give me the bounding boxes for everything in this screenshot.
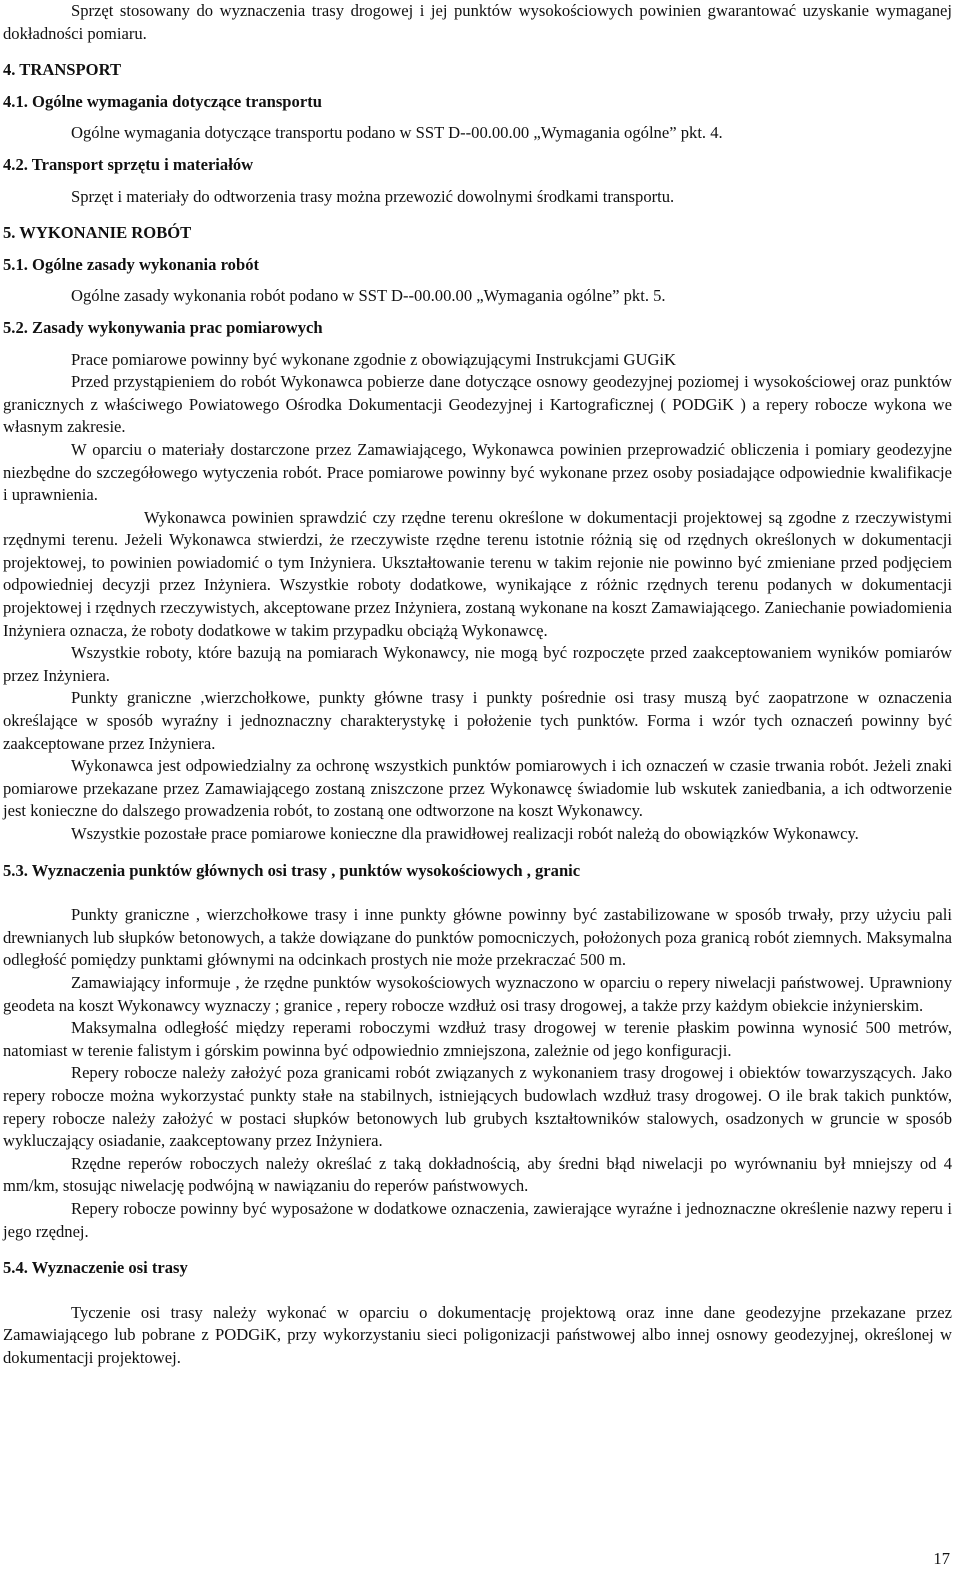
document-body xyxy=(3,0,952,1369)
section-4-1-text: Ogólne wymagania dotyczące transportu podano w SST D--00.00.00 „Wymagania ogólne” pkt. 4. xyxy=(71,123,723,143)
section-5-4-heading: 5.4. Wyznaczenie osi trasy xyxy=(3,1258,188,1278)
section-5-2-paragraph: Przed przystąpieniem do robót Wykonawca pobierze dane dotyczące osnowy geodezyjnej poziomej i wysokościowej oraz punktów granicznych z właściwego Powiatowego Ośrodka Dokumentacji Geodezyjnej i Kartograficznej ( PODGiK ) a repery robocze wykona we własnym zakresie. xyxy=(3,372,952,437)
section-5-2-paragraph: Wykonawca jest odpowiedzialny za ochronę wszystkich punktów pomiarowych i ich oznaczeń w czasie trwania robót. Jeżeli znaki pomiarowe przekazane przez Zamawiającego zostaną zniszczone przez Wykonawcę świadomie lub wskutek zaniedbania, a ich odtworzenie jest konieczne do dalszego prowadzenia robót, to zostaną one odtworzone na koszt Wykonawcy. xyxy=(3,756,952,821)
section-5-2-paragraph: Wykonawca powinien sprawdzić czy rzędne terenu określone w dokumentacji projektowej są zgodne z rzeczywistymi rzędnymi terenu. Jeżeli Wykonawca stwierdzi, że rzeczywiste rzędne terenu istotnie różnią się od rzędnych określonych w dokumentacji projektowej, to powinien powiadomić o tym Inżyniera. Ukształtowanie terenu w takim rejonie nie powinno być zmieniane przed podjęciem odpowiedniej decyzji przez Inżyniera. Wszystkie roboty dodatkowe, wynikające z różnic rzędnych terenu podanych w dokumentacji projektowej i rzędnych rzeczywistych, akceptowane przez Inżyniera, zostaną wykonane na koszt Zamawiającego. Zaniechanie powiadomienia Inżyniera oznacza, że roboty dodatkowe w takim przypadku obciążą Wykonawcę. xyxy=(3,507,952,640)
section-5-2-paragraph: Wszystkie pozostałe prace pomiarowe konieczne dla prawidłowej realizacji robót należą do obowiązków Wykonawcy. xyxy=(71,824,859,843)
section-4-1-heading: 4.1. Ogólne wymagania dotyczące transportu xyxy=(3,91,322,111)
section-4-heading: 4. TRANSPORT xyxy=(3,60,122,80)
section-5-2-paragraph: Prace pomiarowe powinny być wykonane zgodnie z obowiązującymi Instrukcjami GUGiK xyxy=(71,349,677,369)
section-5-3-paragraph: Zamawiający informuje , że rzędne punktów wysokościowych wyznaczono w oparciu o repery niwelacji państwowej. Uprawniony geodeta na koszt Wykonawcy wyznaczy ; granice , repery robocze wzdłuż osi trasy drogowej, a także przy każdym obiekcie inżynierskim. xyxy=(3,972,952,1015)
section-5-2-paragraph: Punkty graniczne ,wierzchołkowe, punkty główne trasy i punkty pośrednie osi trasy muszą być zaopatrzone w oznaczenia określające w sposób wyraźny i jednoznaczny charakterystykę i położenie tych punktów. Forma i wzór tych oznaczeń powinny być zaakceptowane przez Inżyniera. xyxy=(3,688,952,753)
section-5-2-paragraph: W oparciu o materiały dostarczone przez Zamawiającego, Wykonawca powinien przeprowadzić obliczenia i pomiary geodezyjne niezbędne do szczegółowego wytyczenia robót. Prace pomiarowe powinny być wykonane przez osoby posiadające odpowiednie kwalifikacje i uprawnienia. xyxy=(3,439,952,505)
section-5-heading: 5. WYKONANIE ROBÓT xyxy=(3,223,192,243)
section-5-2-paragraph: Wszystkie roboty, które bazują na pomiarach Wykonawcy, nie mogą być rozpoczęte przed zaakceptowaniem wyników pomiarów przez Inżyniera. xyxy=(3,643,952,685)
section-5-3-heading: 5.3. Wyznaczenia punktów głównych osi trasy , punktów wysokościowych , granic xyxy=(3,860,581,880)
section-5-2-heading: 5.2. Zasady wykonywania prac pomiarowych xyxy=(3,317,323,337)
section-5-3-paragraph: Repery robocze należy założyć poza granicami robót związanych z wykonaniem trasy drogowej i obiektów towarzyszących. Jako repery robocze można wykorzystać punkty stałe na stabilnych, istniejących budowlach wzdłuż trasy drogowej. O ile brak takich punktów, repery robocze należy założyć w postaci słupków betonowych lub grubych kształtowników stalowych, osadzonych w gruncie w sposób wykluczający osiadanie, zaakceptowany przez Inżyniera. xyxy=(3,1063,952,1151)
section-4-2-text: Sprzęt i materiały do odtworzenia trasy można przewozić dowolnymi środkami transportu. xyxy=(71,186,675,206)
section-5-3-paragraph: Repery robocze powinny być wyposażone w dodatkowe oznaczenia, zawierające wyraźne i jednoznaczne określenie nazwy reperu i jego rzędnej. xyxy=(3,1198,952,1241)
section-5-3-paragraph: Maksymalna odległość między reperami roboczymi wzdłuż trasy drogowej w terenie płaskim powinna wynosić 500 metrów, natomiast w terenie falistym i górskim powinna być odpowiednio zmniejszona, zależnie od jego konfiguracji. xyxy=(3,1018,952,1060)
page-number: 17 xyxy=(933,1549,950,1568)
section-5-1-text: Ogólne zasady wykonania robót podano w SST D--00.00.00 „Wymagania ogólne” pkt. 5. xyxy=(71,286,666,306)
section-5-1-heading: 5.1. Ogólne zasady wykonania robót xyxy=(3,254,260,274)
section-5-3-paragraph: Punkty graniczne , wierzchołkowe trasy i inne punkty główne powinny być zastabilizowane w sposób trwały, przy użyciu pali drewnianych lub słupków betonowych, a także dowiązane do punktów pomocniczych, położonych poza granicą robót ziemnych. Maksymalna odległość pomiędzy punktami głównymi na odcinkach prostych nie może przekraczać 500 m. xyxy=(3,905,952,970)
section-5-4-paragraph: Tyczenie osi trasy należy wykonać w oparciu o dokumentację projektową oraz inne dane geodezyjne przekazane przez Zamawiającego lub pobrane z PODGiK, przy wykorzystaniu sieci poligonizacji państwowej albo innej osnowy geodezyjnej, określonej w dokumentacji projektowej. xyxy=(3,1302,952,1367)
section-4-2-heading: 4.2. Transport sprzętu i materiałów xyxy=(3,154,254,174)
section-5-3-paragraph: Rzędne reperów roboczych należy określać z taką dokładnością, aby średni błąd niwelacji po wyrównaniu był mniejszy od 4 mm/km, stosując niwelację podwójną w nawiązaniu do reperów państwowych. xyxy=(3,1153,952,1196)
intro-paragraph: Sprzęt stosowany do wyznaczenia trasy drogowej i jej punktów wysokościowych powinien gwarantować uzyskanie wymaganej dokładności pomiaru. xyxy=(3,1,952,43)
